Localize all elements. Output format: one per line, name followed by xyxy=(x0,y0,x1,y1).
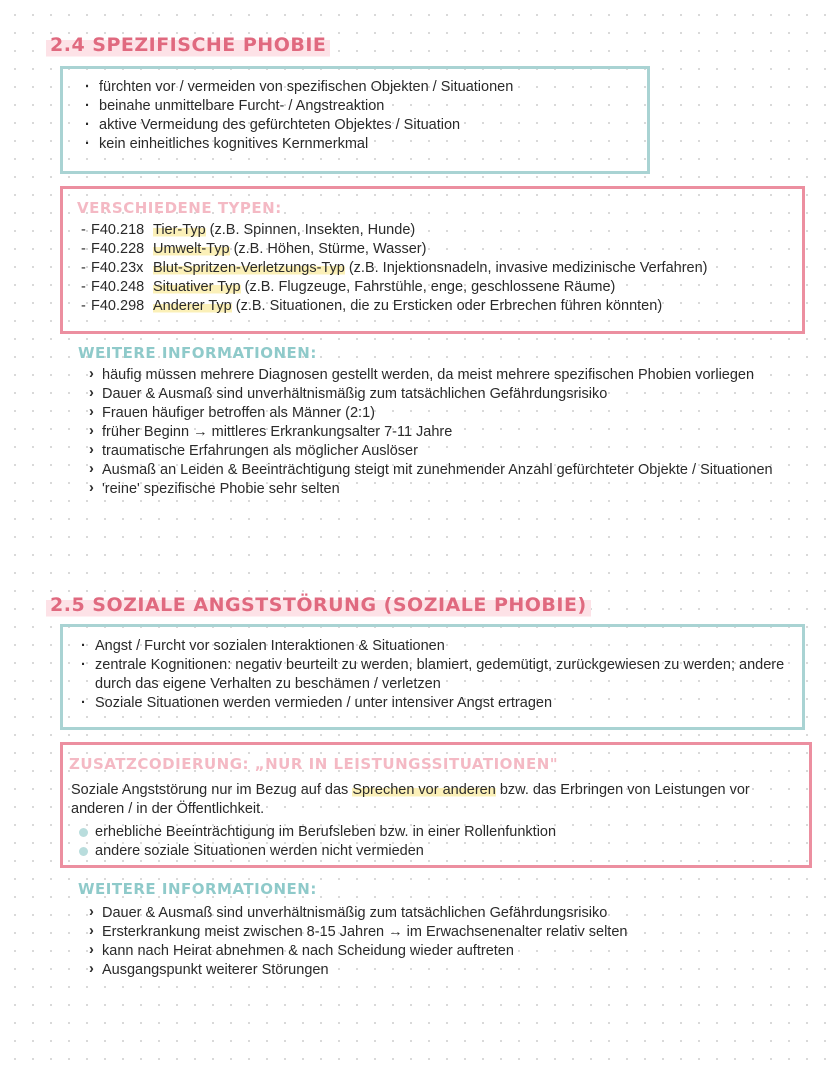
type-name: Umwelt-Typ xyxy=(153,241,230,257)
point-item: · fürchten vor / vermeiden von spezifischen Objekten / Situationen xyxy=(85,78,513,97)
code-text xyxy=(71,781,796,819)
point-item: · zentrale Kognitionen: negativ beurteilt zu werden, blamiert, gedemütigt, zurückgewiesen zu werden; andere durch das eigene Verhalten zu beschämen / verletzen xyxy=(81,656,786,694)
code-box xyxy=(60,742,812,868)
info-item: › Ausgangspunkt weiterer Störungen xyxy=(88,961,793,980)
type-code: F40.298 xyxy=(91,298,145,314)
info-item: › Dauer & Ausmaß sind unverhältnismäßig zum tatsächlichen Gefährdungsrisiko xyxy=(88,904,793,923)
type-code: F40.23x xyxy=(91,260,144,276)
social-points-box xyxy=(60,624,805,730)
type-detail: (z.B. Spinnen, Insekten, Hunde) xyxy=(209,222,416,238)
info-item: › 'reine' spezifische Phobie sehr selten xyxy=(88,480,793,499)
type-item xyxy=(91,221,708,240)
type-detail: (z.B. Flugzeuge, Fahrstühle, enge, geschlossene Räume) xyxy=(244,279,616,295)
types-heading: VERSCHIEDENE TYPEN: xyxy=(77,199,282,217)
code-point: erhebliche Beeinträchtigung im Berufsleben bzw. in einer Rollenfunktion xyxy=(77,823,556,842)
point-item: · beinahe unmittelbare Furcht- / Angstreaktion xyxy=(85,97,513,116)
code-heading: ZUSATZCODIERUNG: „NUR IN LEISTUNGSSITUATIONEN" xyxy=(69,755,559,773)
type-code: F40.228 xyxy=(91,241,145,257)
point-item: · kein einheitliches kognitives Kernmerkmal xyxy=(85,135,513,154)
info-item: › Ausmaß an Leiden & Beeinträchtigung steigt mit zunehmender Anzahl gefürchteter Objekte / Situationen xyxy=(88,461,793,480)
info-item: › Frauen häufiger betroffen als Männer (2:1) xyxy=(88,404,793,423)
info-heading-2: WEITERE INFORMATIONEN: xyxy=(78,880,317,898)
code-text-part: bzw. das Erbringen von Leistungen vor anderen / in der Öffentlichkeit. xyxy=(71,782,750,817)
type-code: F40.248 xyxy=(91,279,145,295)
key-points-box xyxy=(60,66,650,174)
code-text-part: Soziale Angststörung nur im Bezug auf das xyxy=(71,782,349,798)
type-detail: (z.B. Injektionsnadeln, invasive medizinische Verfahren) xyxy=(348,260,708,276)
point-item: · aktive Vermeidung des gefürchteten Objektes / Situation xyxy=(85,116,513,135)
point-item: · Angst / Furcht vor sozialen Interaktionen & Situationen xyxy=(81,637,786,656)
info-item: › früher Beginn → mittleres Erkrankungsalter 7-11 Jahre xyxy=(88,423,793,442)
point-item: · Soziale Situationen werden vermieden / unter intensiver Angst ertragen xyxy=(81,694,786,713)
type-detail: (z.B. Situationen, die zu Ersticken oder Erbrechen führen könnten) xyxy=(235,298,663,314)
type-name: Anderer Typ xyxy=(153,298,232,314)
info-item: › Ersterkrankung meist zwischen 8-15 Jahren → im Erwachsenenalter relativ selten xyxy=(88,923,793,942)
type-item xyxy=(91,240,708,259)
code-text-highlight: Sprechen vor anderen xyxy=(352,782,496,798)
type-name: Situativer Typ xyxy=(153,279,241,295)
type-name: Tier-Typ xyxy=(153,222,206,238)
type-code: F40.218 xyxy=(91,222,145,238)
section-title-spezifische-phobie: 2.4 SPEZIFISCHE PHOBIE xyxy=(46,32,330,58)
type-item xyxy=(91,259,708,278)
info-item: › häufig müssen mehrere Diagnosen gestellt werden, da meist mehrere spezifischen Phobien vorliegen xyxy=(88,366,793,385)
info-item: › kann nach Heirat abnehmen & nach Scheidung wieder auftreten xyxy=(88,942,793,961)
code-point: andere soziale Situationen werden nicht vermieden xyxy=(77,842,556,861)
type-name: Blut-Spritzen-Verletzungs-Typ xyxy=(153,260,345,276)
type-item xyxy=(91,297,708,316)
info-item: › Dauer & Ausmaß sind unverhältnismäßig zum tatsächlichen Gefährdungsrisiko xyxy=(88,385,793,404)
section-title-soziale-angststoerung: 2.5 SOZIALE ANGSTSTÖRUNG (SOZIALE PHOBIE) xyxy=(46,592,591,618)
type-item xyxy=(91,278,708,297)
info-heading-1: WEITERE INFORMATIONEN: xyxy=(78,344,317,362)
info-item: › traumatische Erfahrungen als möglicher Auslöser xyxy=(88,442,793,461)
type-detail: (z.B. Höhen, Stürme, Wasser) xyxy=(233,241,427,257)
types-box xyxy=(60,186,805,334)
